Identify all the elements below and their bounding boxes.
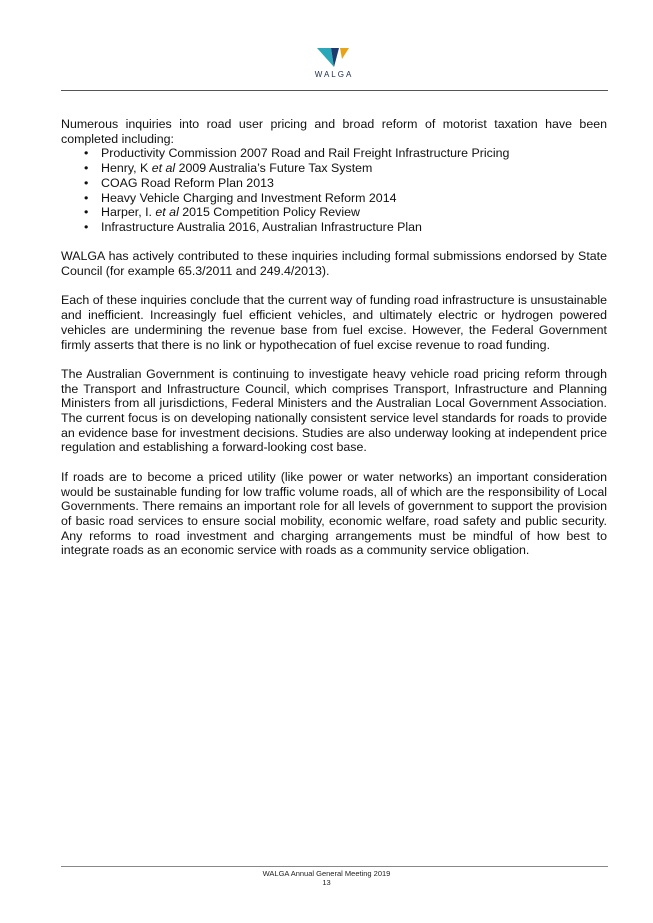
paragraph-funding-unsustainable: Each of these inquiries conclude that the current way of funding road infrastructure is unsustainable and inefficient. Increasingly fuel efficient vehicles, and ultimately electric or hydrogen powered vehicles are undermining the revenue base from fuel excise. However, the Federal Government firmly asserts that there is no link or hypothecation of fuel excise revenue to road funding. bbox=[61, 293, 607, 352]
paragraph-walga-contribution: WALGA has actively contributed to these inquiries including formal submissions endorsed by State Council (for example 65.3/2011 and 249.4/2013). bbox=[61, 249, 607, 279]
footer-title: WALGA Annual General Meeting 2019 bbox=[262, 869, 391, 878]
list-item bbox=[84, 190, 607, 206]
list-item-text: Heavy Vehicle Charging and Investment Reform 2014 bbox=[101, 190, 397, 205]
list-item bbox=[84, 161, 607, 176]
bullet-icon: • bbox=[84, 161, 89, 176]
list-item-emphasis: et al bbox=[155, 205, 179, 220]
inquiry-list bbox=[61, 146, 607, 234]
bullet-icon: • bbox=[84, 175, 89, 190]
page-number: 13 bbox=[322, 878, 331, 887]
list-item bbox=[84, 146, 607, 161]
bullet-icon: • bbox=[84, 219, 89, 234]
bullet-icon: • bbox=[84, 146, 89, 161]
intro-paragraph: Numerous inquiries into road user pricing and broad reform of motorist taxation have been completed including: bbox=[61, 117, 607, 146]
list-item bbox=[84, 205, 607, 220]
bullet-icon: • bbox=[84, 190, 89, 205]
footer-divider bbox=[61, 866, 608, 867]
list-item-text: Harper, I. bbox=[101, 205, 156, 220]
list-item-text: Infrastructure Australia 2016, Australian Infrastructure Plan bbox=[101, 219, 422, 234]
walga-logo-icon bbox=[317, 46, 351, 68]
list-item bbox=[84, 219, 607, 235]
logo-text: WALGA bbox=[314, 70, 354, 79]
document-body bbox=[61, 117, 607, 573]
list-item-text: 2009 Australia’s Future Tax System bbox=[175, 161, 373, 176]
paragraph-government-investigation: The Australian Government is continuing to investigate heavy vehicle road pricing reform through the Transport and Infrastructure Council, which comprises Transport, Infrastructure and Planning Ministers from all jurisdictions, Federal Ministers and the Australian Local Government Association. The current focus is on developing nationally consistent service level standards for roads to provide an evidence base for investment decisions. Studies are also underway looking at independent price regulation and establishing a forward-looking cost base. bbox=[61, 366, 607, 455]
paragraph-priced-utility: If roads are to become a priced utility (like power or water networks) an important consideration would be sustainable funding for low traffic volume roads, all of which are the responsibility of Local Governments. There remains an important role for all levels of government to support the provision of basic road services to ensure social mobility, economic welfare, road safety and public security. Any reforms to road investment and charging arrangements must be mindful of how best to integrate roads as an economic service with roads as a community service obligation. bbox=[61, 469, 607, 558]
list-item-emphasis: et al bbox=[151, 161, 176, 176]
list-item-text: 2015 Competition Policy Review bbox=[178, 205, 360, 220]
list-item-text: Productivity Commission 2007 Road and Rail Freight Infrastructure Pricing bbox=[101, 146, 510, 161]
list-item-text: COAG Road Reform Plan 2013 bbox=[101, 175, 274, 190]
list-item-text: Henry, K bbox=[101, 161, 152, 176]
list-item bbox=[84, 175, 607, 191]
bullet-icon: • bbox=[84, 205, 89, 220]
walga-logo bbox=[305, 46, 363, 79]
header-divider bbox=[61, 90, 608, 91]
